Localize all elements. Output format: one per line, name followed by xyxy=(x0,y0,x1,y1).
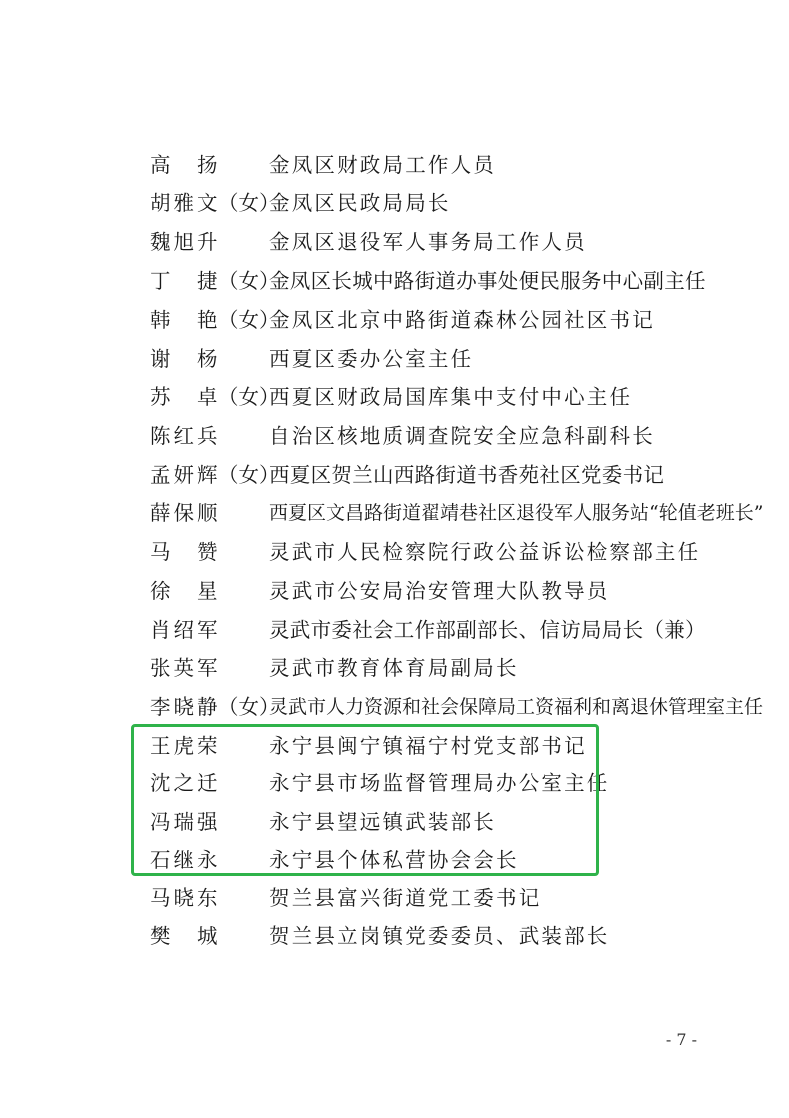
person-name: 肖绍军 xyxy=(150,618,221,642)
person-title: 金凤区北京中路街道森林公园社区书记 xyxy=(269,308,655,332)
person-name: 马 赞 xyxy=(150,540,221,564)
person-name: 徐 星 xyxy=(150,579,221,603)
person-title: 永宁县望远镇武装部长 xyxy=(269,810,496,834)
person-title: 金凤区退役军人事务局工作人员 xyxy=(269,230,587,254)
person-name: 陈红兵 xyxy=(150,424,221,448)
list-item xyxy=(0,305,789,335)
person-title: 灵武市委社会工作部副部长、信访局局长（兼） xyxy=(269,618,706,642)
person-name: 薛保顺 xyxy=(150,501,221,525)
person-name: 石继永 xyxy=(150,848,221,872)
list-item xyxy=(0,421,789,451)
list-item xyxy=(0,921,789,951)
person-title: 金凤区民政局局长 xyxy=(269,191,451,215)
person-title: 永宁县闽宁镇福宁村党支部书记 xyxy=(269,734,587,758)
gender-note: （女） xyxy=(218,191,280,215)
person-title: 灵武市人力资源和社会保障局工资福利和离退休管理室主任 xyxy=(269,696,764,718)
gender-note: （女） xyxy=(218,269,280,293)
list-item xyxy=(0,150,789,180)
person-name: 魏旭升 xyxy=(150,230,221,254)
list-item xyxy=(0,692,789,722)
person-name: 张英军 xyxy=(150,656,221,680)
list-item xyxy=(0,460,789,490)
person-title: 金凤区长城中路街道办事处便民服务中心副主任 xyxy=(269,269,706,293)
person-title: 灵武市人民检察院行政公益诉讼检察部主任 xyxy=(269,540,701,564)
person-title: 西夏区贺兰山西路街道书香苑社区党委书记 xyxy=(269,463,665,487)
person-name: 胡雅文 xyxy=(150,191,221,215)
person-title: 西夏区财政局国库集中支付中心主任 xyxy=(269,385,633,409)
gender-note: （女） xyxy=(218,463,280,487)
list-item xyxy=(0,498,789,528)
highlight-box xyxy=(131,724,599,876)
person-title: 灵武市公安局治安管理大队教导员 xyxy=(269,579,610,603)
person-name: 孟妍辉 xyxy=(150,463,221,487)
person-name: 沈之迁 xyxy=(150,771,221,795)
person-title: 金凤区财政局工作人员 xyxy=(269,153,496,177)
list-item xyxy=(0,382,789,412)
person-name: 韩 艳 xyxy=(150,308,221,332)
person-name: 冯瑞强 xyxy=(150,810,221,834)
person-name: 高 扬 xyxy=(150,153,221,177)
person-title: 永宁县市场监督管理局办公室主任 xyxy=(269,771,610,795)
person-name: 谢 杨 xyxy=(150,347,221,371)
person-name: 王虎荣 xyxy=(150,734,221,758)
person-name: 丁 捷 xyxy=(150,269,221,293)
person-title: 灵武市教育体育局副局长 xyxy=(269,656,519,680)
person-name: 李晓静 xyxy=(150,695,221,719)
list-item xyxy=(0,653,789,683)
list-item xyxy=(0,266,789,296)
person-name: 马晓东 xyxy=(150,886,221,910)
page-number: - 7 - xyxy=(665,1030,697,1049)
list-item xyxy=(0,344,789,374)
person-title: 西夏区文昌路街道翟靖巷社区退役军人服务站“轮值老班长” xyxy=(269,502,764,524)
person-name: 樊 城 xyxy=(150,924,221,948)
person-title: 贺兰县立岗镇党委委员、武装部长 xyxy=(269,924,610,948)
person-title: 自治区核地质调查院安全应急科副科长 xyxy=(269,424,655,448)
list-item xyxy=(0,576,789,606)
list-item xyxy=(0,883,789,913)
gender-note: （女） xyxy=(218,308,280,332)
list-item xyxy=(0,615,789,645)
person-title: 永宁县个体私营协会会长 xyxy=(269,848,519,872)
list-item xyxy=(0,227,789,257)
gender-note: （女） xyxy=(218,385,280,409)
gender-note: （女） xyxy=(218,695,280,719)
person-name: 苏 卓 xyxy=(150,385,221,409)
list-item xyxy=(0,537,789,567)
person-title: 贺兰县富兴街道党工委书记 xyxy=(269,886,542,910)
person-title: 西夏区委办公室主任 xyxy=(269,347,474,371)
list-item xyxy=(0,188,789,218)
